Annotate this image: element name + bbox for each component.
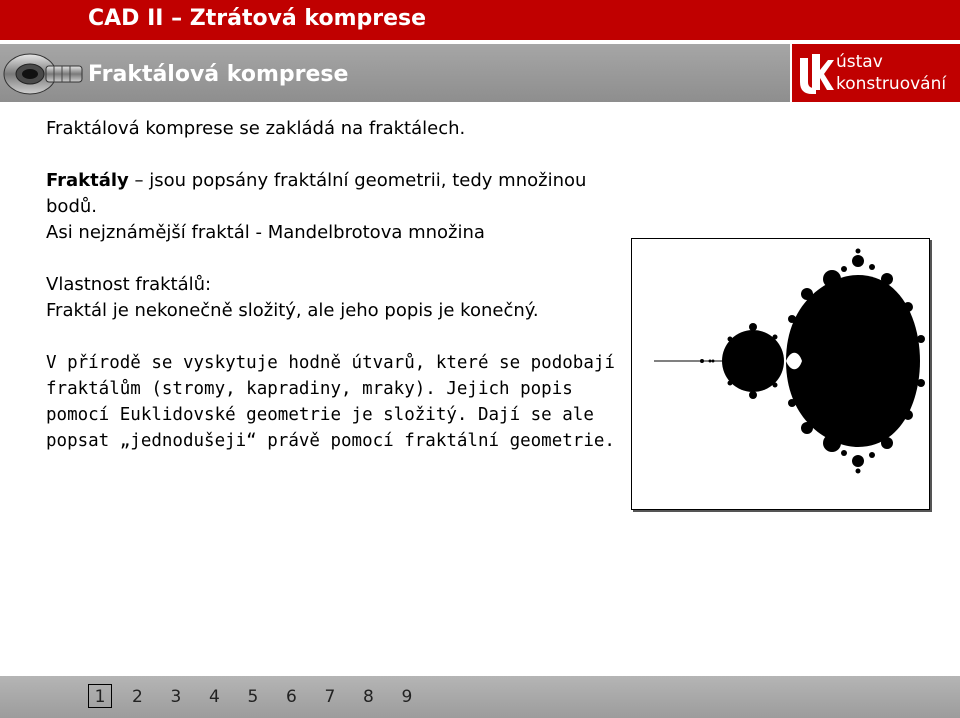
subtitle-bar xyxy=(0,44,790,102)
institute-logo xyxy=(792,44,960,102)
paragraph-mandelbrot: Asi nejznámější fraktál - Mandelbrotova množina xyxy=(46,222,485,243)
paragraph-property-heading: Vlastnost fraktálů: xyxy=(46,274,212,295)
fractals-term: Fraktály xyxy=(46,170,129,191)
page-link-6[interactable]: 6 xyxy=(286,687,297,707)
paragraph-property: Fraktál je nekonečně složitý, ale jeho popis je konečný. xyxy=(46,300,539,321)
paragraph-intro: Fraktálová komprese se zakládá na fraktálech. xyxy=(46,118,466,139)
page-link-1[interactable]: 1 xyxy=(88,684,112,708)
page-link-7[interactable]: 7 xyxy=(324,687,336,707)
paragraph-fractals xyxy=(46,168,626,220)
slide-pagination xyxy=(88,684,434,710)
page-link-9[interactable]: 9 xyxy=(401,687,413,707)
slide-content xyxy=(46,116,626,454)
logo-line-1: ústav xyxy=(836,52,883,72)
page-link-3[interactable]: 3 xyxy=(170,687,182,707)
page-link-5[interactable]: 5 xyxy=(247,687,259,707)
page-link-4[interactable]: 4 xyxy=(209,687,220,707)
title-bar xyxy=(0,0,960,40)
footer-bar xyxy=(0,676,960,718)
page-link-2[interactable]: 2 xyxy=(132,687,143,707)
slide-title: CAD II – Ztrátová komprese xyxy=(88,6,427,31)
mandelbrot-image xyxy=(631,238,930,510)
page-link-8[interactable]: 8 xyxy=(363,687,374,707)
slide-subtitle: Fraktálová komprese xyxy=(88,62,349,87)
logo-line-2: konstruování xyxy=(836,74,947,94)
bearing-icon xyxy=(0,46,86,100)
fractals-definition: – jsou popsány fraktální geometrii, tedy množinou bodů. xyxy=(46,170,587,217)
paragraph-nature: V přírodě se vyskytuje hodně útvarů, které se podobají fraktálům (stromy, kapradiny, mraky). Jejich popis pomocí Euklidovské geometrie je složitý. Dají se ale popsat „jednodušeji“ právě pomocí fraktální geometrie. xyxy=(46,353,615,451)
uk-logo-mark-icon xyxy=(798,52,834,96)
